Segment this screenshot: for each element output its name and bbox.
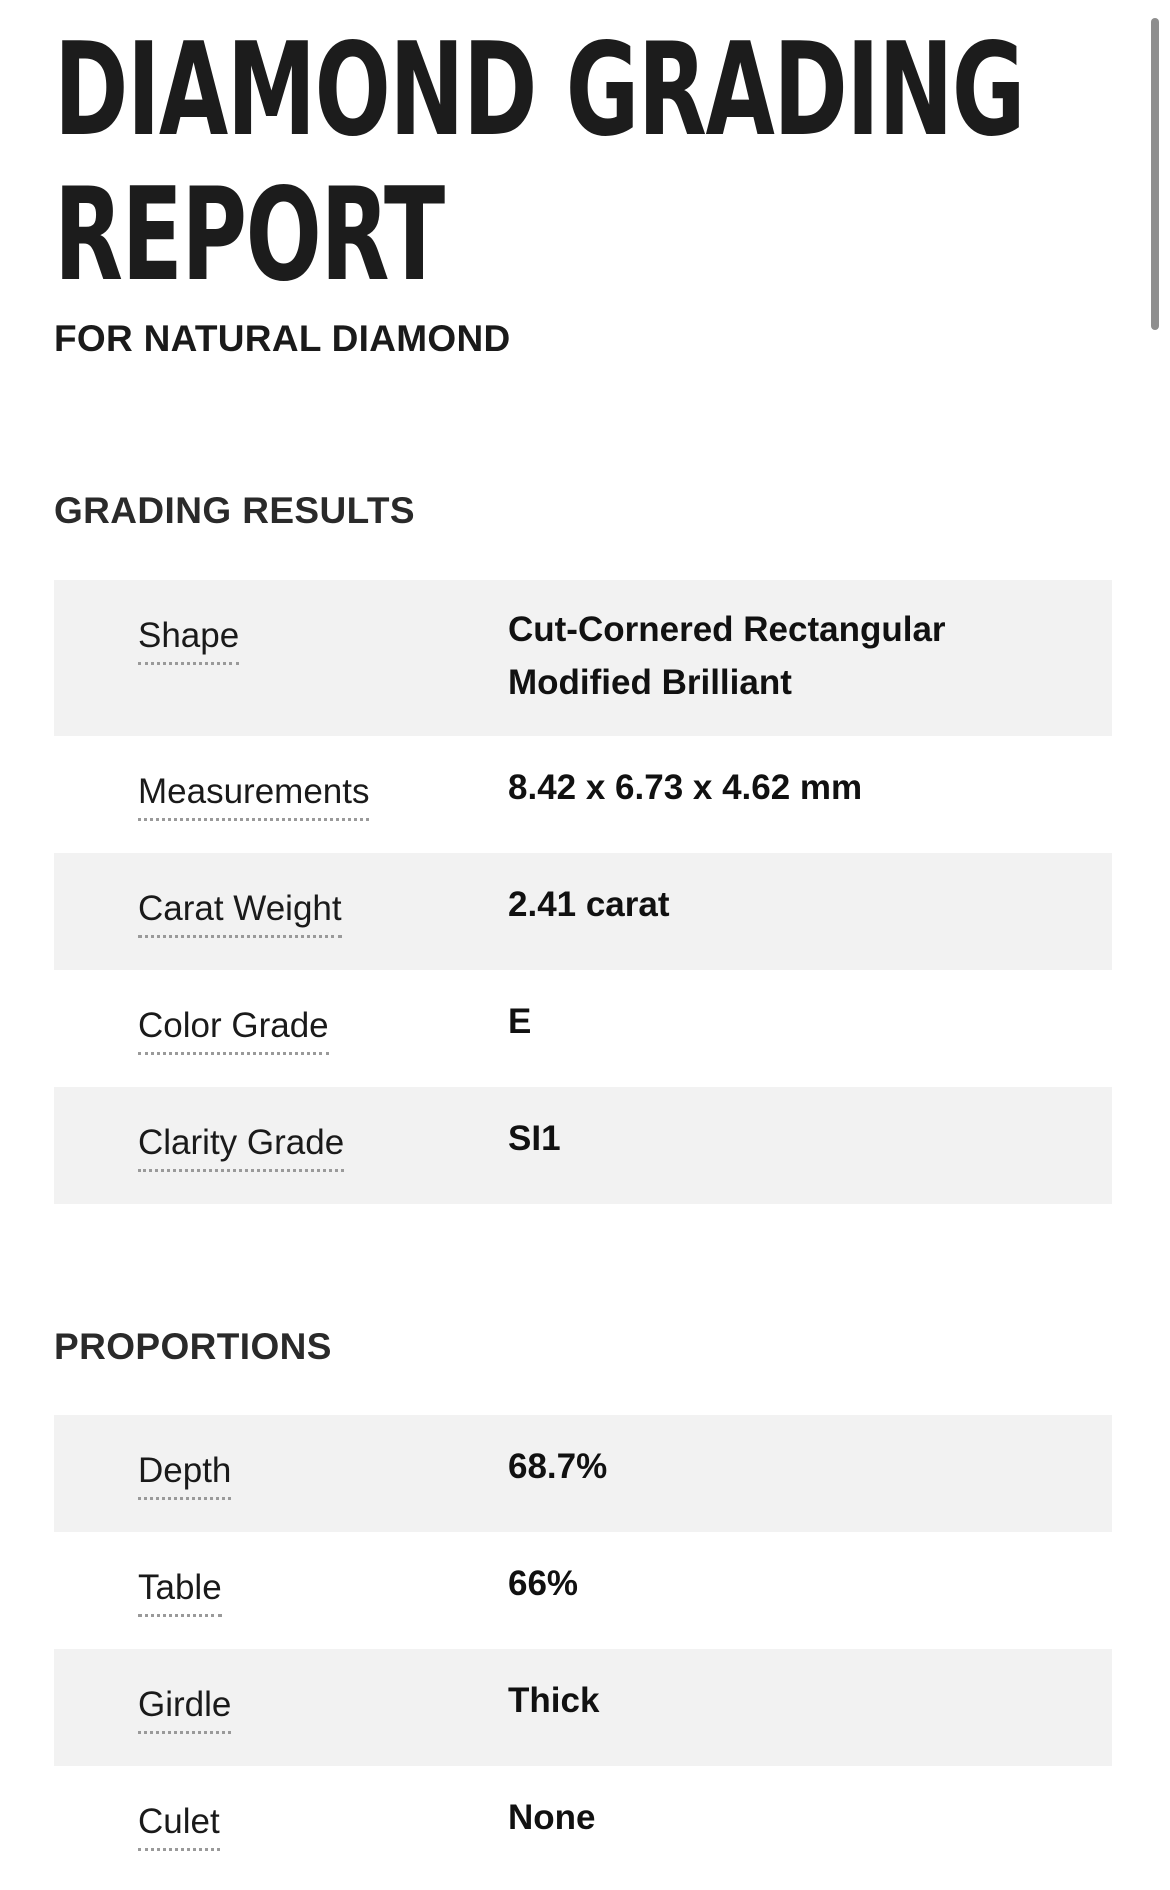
culet-value: None (508, 1798, 596, 1837)
clarity-grade-value: SI1 (508, 1119, 561, 1158)
shape-value-line-1: Cut-Cornered Rectangular (508, 610, 946, 649)
page-subtitle: FOR NATURAL DIAMOND (54, 318, 511, 359)
title-line-2: REPORT (54, 161, 444, 310)
carat-weight-value: 2.41 carat (508, 885, 670, 924)
carat-weight-label[interactable]: Carat Weight (138, 889, 342, 938)
measurements-value: 8.42 x 6.73 x 4.62 mm (508, 768, 863, 807)
depth-label[interactable]: Depth (138, 1451, 231, 1500)
vertical-scrollbar[interactable] (1151, 18, 1159, 330)
measurements-label[interactable]: Measurements (138, 772, 369, 821)
page-title (54, 0, 1104, 308)
culet-label[interactable]: Culet (138, 1802, 220, 1851)
grading-results-heading: GRADING RESULTS (54, 490, 415, 531)
shape-value (508, 603, 1068, 709)
table-row-shape (54, 580, 1112, 736)
table-row-depth (54, 1415, 1112, 1532)
shape-value-line-2: Modified Brilliant (508, 663, 792, 702)
report-page (54, 0, 1112, 1841)
table-row-color-grade (54, 970, 1112, 1087)
girdle-value: Thick (508, 1681, 600, 1720)
color-grade-label[interactable]: Color Grade (138, 1006, 329, 1055)
clarity-grade-label[interactable]: Clarity Grade (138, 1123, 344, 1172)
table-label[interactable]: Table (138, 1568, 222, 1617)
table-row-measurements (54, 736, 1112, 853)
depth-value: 68.7% (508, 1447, 608, 1486)
grading-results-table (54, 580, 1112, 1204)
proportions-table (54, 1415, 1112, 1883)
table-row-girdle (54, 1649, 1112, 1766)
table-row-culet (54, 1766, 1112, 1883)
shape-label[interactable]: Shape (138, 616, 239, 665)
title-line-1: DIAMOND GRADING (54, 16, 1025, 165)
table-value: 66% (508, 1564, 579, 1603)
proportions-heading: PROPORTIONS (54, 1326, 332, 1367)
table-row-carat-weight (54, 853, 1112, 970)
color-grade-value: E (508, 1002, 532, 1041)
table-row-clarity-grade (54, 1087, 1112, 1204)
girdle-label[interactable]: Girdle (138, 1685, 231, 1734)
table-row-table (54, 1532, 1112, 1649)
